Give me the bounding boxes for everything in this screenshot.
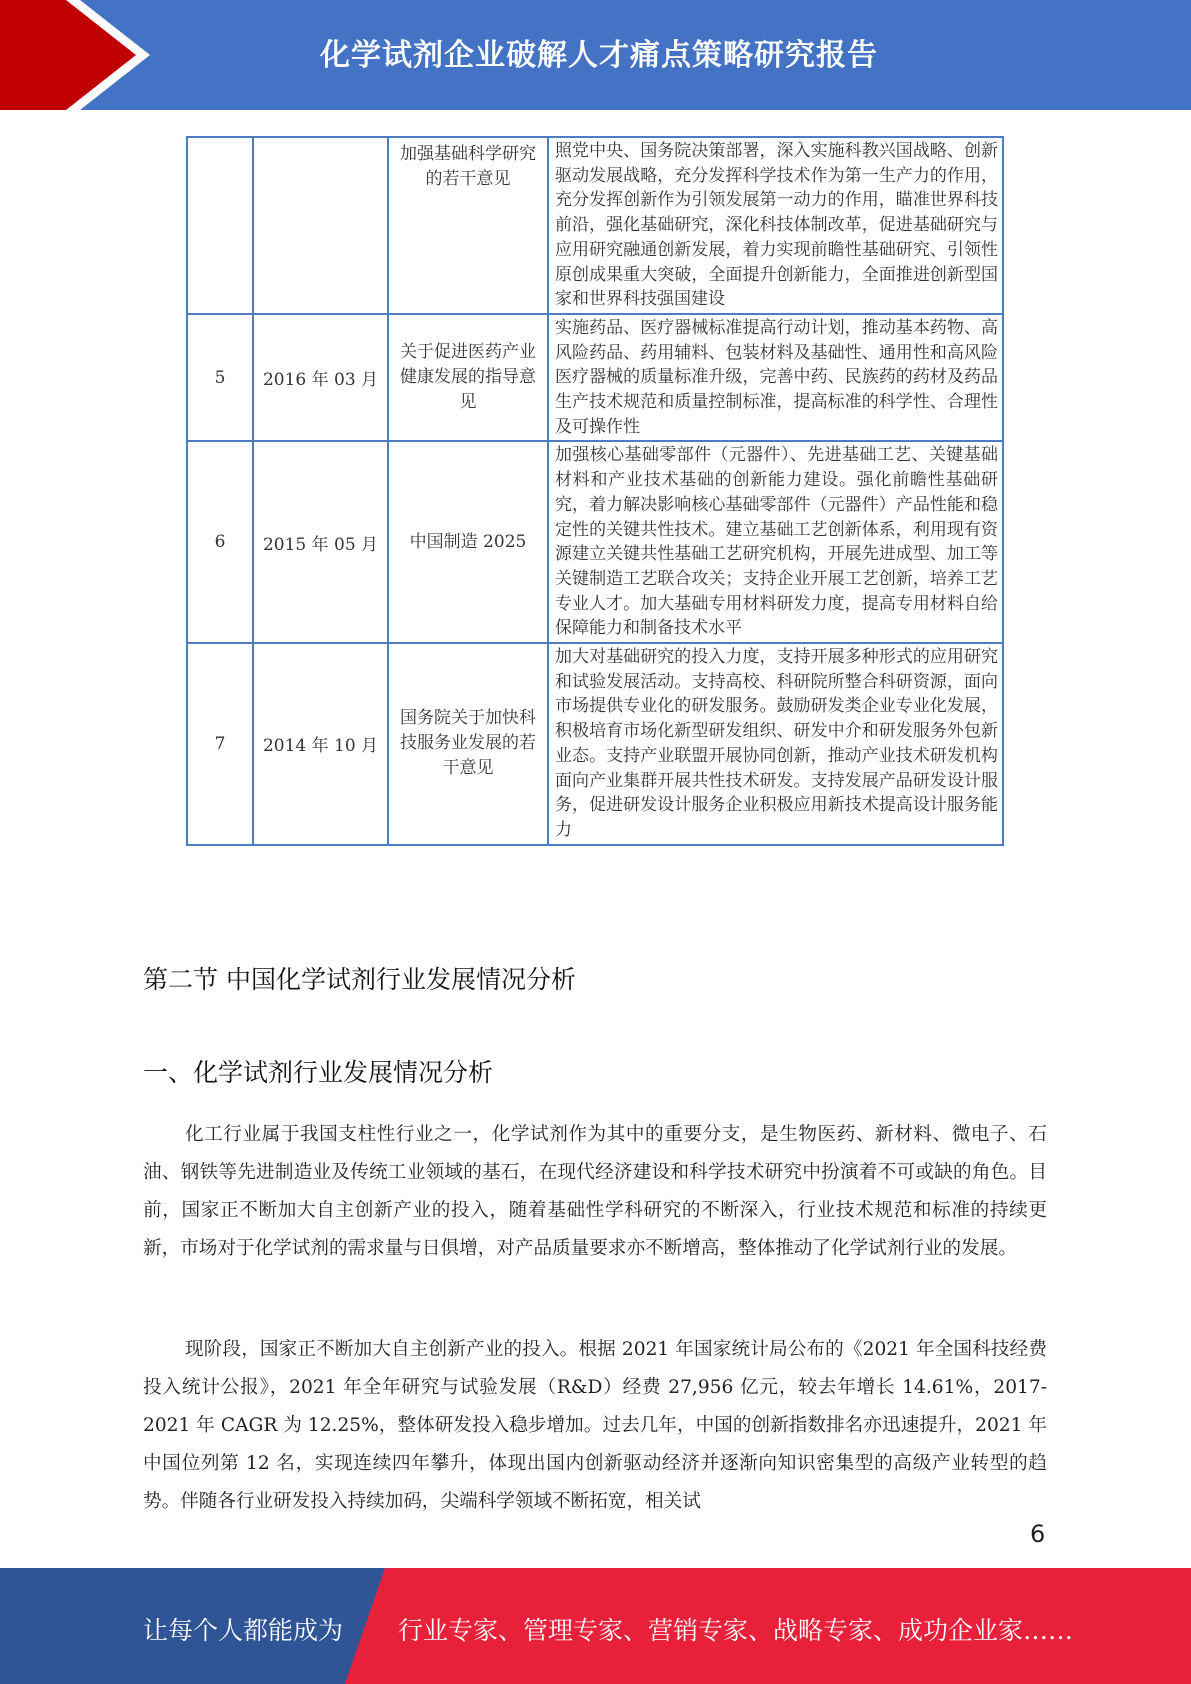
row-date: 2016 年 03 月 [253,314,388,442]
page-number: 6 [1030,1520,1046,1548]
table-row [187,441,1003,643]
row-policy-title: 中国制造 2025 [388,441,548,643]
page-header [0,0,1191,110]
table-row [187,314,1003,442]
policy-table [186,136,1004,846]
page-footer [0,1568,1191,1684]
table-row [187,137,1003,314]
section-heading: 第二节 中国化学试剂行业发展情况分析 [143,965,576,994]
row-description: 照党中央、国务院决策部署，深入实施科教兴国战略、创新驱动发展战略，充分发挥科学技术作为第一生产力的作用，充分发挥创新作为引领发展第一动力的作用，瞄准世界科技前沿，强化基础研究，深化科技体制改革，促进基础研究与应用研究融通创新发展，着力实现前瞻性基础研究、引领性原创成果重大突破，全面提升创新能力，全面推进创新型国家和世界科技强国建设 [548,137,1003,314]
body-paragraph: 化工行业属于我国支柱性行业之一，化学试剂作为其中的重要分支，是生物医药、新材料、微电子、石油、钢铁等先进制造业及传统工业领域的基石，在现代经济建设和科学技术研究中扮演着不可或缺的角色。目前，国家正不断加大自主创新产业的投入，随着基础性学科研究的不断深入，行业技术规范和标准的持续更新，市场对于化学试剂的需求量与日俱增，对产品质量要求亦不断增高，整体推动了化学试剂行业的发展。 [143,1124,1047,1259]
row-date: 2015 年 05 月 [253,441,388,643]
table-row [187,643,1003,845]
row-policy-title: 关于促进医药产业健康发展的指导意见 [388,314,548,442]
row-number: 5 [187,314,253,442]
row-description: 加强核心基础零部件（元器件）、先进基础工艺、关键基础材料和产业技术基础的创新能力建设。强化前瞻性基础研究，着力解决影响核心基础零部件（元器件）产品性能和稳定性的关键共性技术。建立基础工艺创新体系，利用现有资源建立关键共性基础工艺研究机构，开展先进成型、加工等关键制造工艺联合攻关；支持企业开展工艺创新，培养工艺专业人才。加大基础专用材料研发力度，提高专用材料自给保障能力和制备技术水平 [548,441,1003,643]
row-number: 6 [187,441,253,643]
row-policy-title: 国务院关于加快科技服务业发展的若干意见 [388,643,548,845]
footer-slogan-right: 行业专家、管理专家、营销专家、战略专家、成功企业家…… [398,1616,1074,1645]
row-description: 实施药品、医疗器械标准提高行动计划，推动基本药物、高风险药品、药用辅料、包装材料及基础性、通用性和高风险医疗器械的质量标准升级，完善中药、民族药的药材及药品生产技术规范和质量控制标准，提高标准的科学性、合理性及可操作性 [548,314,1003,442]
header-chevron-icon [0,0,140,110]
row-policy-title: 加强基础科学研究的若干意见 [388,137,548,314]
row-number [187,137,253,314]
body-paragraph: 现阶段，国家正不断加大自主创新产业的投入。根据 2021 年国家统计局公布的《2021 年全国科技经费投入统计公报》，2021 年全年研究与试验发展（R&D）经费 27,956 亿元，较去年增长 14.61%，2017-2021 年 CAGR 为 12.25%，整体研发投入稳步增加。过去几年，中国的创新指数排名亦迅速提升，2021 年中国位列第 12 名，实现连续四年攀升，体现出国内创新驱动经济并逐渐向知识密集型的高级产业转型的趋势。伴随各行业研发投入持续加码，尖端科学领域不断拓宽，相关试 [143,1339,1047,1512]
row-description: 加大对基础研究的投入力度，支持开展多种形式的应用研究和试验发展活动。支持高校、科研院所整合科研资源，面向市场提供专业化的研发服务。鼓励研发类企业专业化发展，积极培育市场化新型研发组织、研发中介和研发服务外包新业态。支持产业联盟开展协同创新，推动产业技术研发机构面向产业集群开展共性技术研发。支持发展产品研发设计服务，促进研发设计服务企业积极应用新技术提高设计服务能力 [548,643,1003,845]
subsection-heading: 一、化学试剂行业发展情况分析 [143,1058,494,1087]
footer-slogan-left: 让每个人都能成为 [143,1616,344,1645]
report-title: 化学试剂企业破解人才痛点策略研究报告 [320,38,878,73]
row-date [253,137,388,314]
row-date: 2014 年 10 月 [253,643,388,845]
row-number: 7 [187,643,253,845]
